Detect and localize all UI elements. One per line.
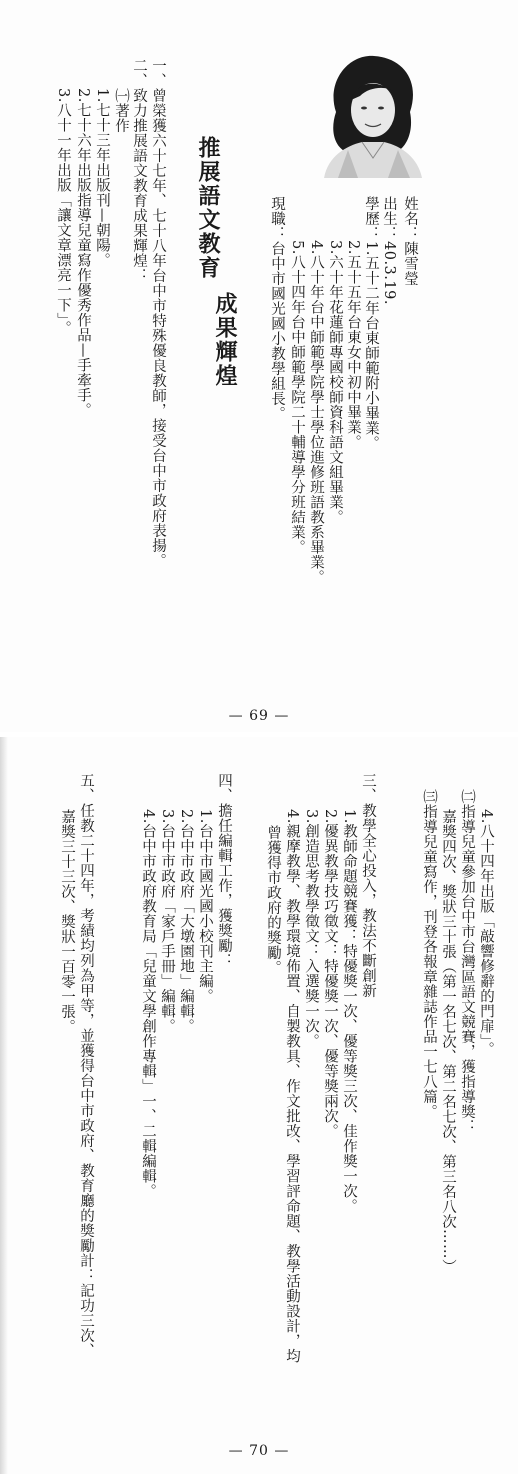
section-3-item-3: 3.創造思考教學徵文：入選獎一次。: [303, 809, 319, 1049]
section-4-item-3: 3.台中市政府「家戶手冊」編輯。: [159, 809, 175, 1034]
page-69: [0, 0, 518, 732]
section-5-heading: 五、任教二十四年，考績均列為甲等，並獲得台中市政府、教育廳的獎勵計：記功三次、: [78, 773, 94, 1358]
section-3-heading: 三、教學全心投入，教法不斷創新: [360, 773, 376, 998]
scan-edge-shadow: [0, 737, 8, 1474]
item-2-sub-2: 2.七十六年出版指導兒童寫作優秀作品—手牽手。: [75, 88, 91, 418]
section-3-item-1: 1.教師命題競賽獲：特優獎一次、優等獎三次、佳作獎一次。: [341, 809, 357, 1214]
page-number: — 69 —: [228, 708, 290, 724]
book-item-4: 4.八十四年出版「敲響修辭的門扉」。: [478, 809, 494, 1057]
section-3-item-4-cont: 曾獲得市政府的獎勵。: [265, 825, 281, 975]
profile-education-3: 3.六十年花蓮師專國校師資科語文組畢業。: [327, 240, 343, 525]
item-2: 二、致力推展語文教育成果輝煌：: [131, 58, 147, 283]
section-4-item-2: 2.台中市政府「大墩園地」編輯。: [178, 809, 194, 1034]
portrait-photo: [318, 52, 424, 178]
section-3-item-2: 2.優異教學技巧徵文：特優獎一次、優等獎兩次。: [322, 809, 338, 1139]
profile-education-2: 2.五十五年台東女中初中畢業。: [345, 240, 361, 450]
profile-education-5: 5.八十四年台中師範學院二十輔導學分班結業。: [289, 240, 305, 555]
profile-birth: 出生：40.3.19.: [381, 196, 397, 305]
writing-published: ㈢指導兒童寫作，刊登各報章雜誌作品一七八篇。: [421, 789, 437, 1119]
section-4-heading: 四、擔任編輯工作，獲獎勵：: [216, 773, 232, 968]
guidance-award-heading: ㈡指導兒童參加台中市台灣區語文競賽，獲指導獎：: [459, 789, 475, 1134]
profile-name: 姓名：陳雪瑩: [402, 196, 418, 286]
article-subtitle: 成果輝煌: [212, 292, 238, 388]
section-4-item-4: 4.台中市政府教育局「兒童文學創作專輯」一、二輯編輯。: [140, 809, 156, 1199]
profile-position: 現職：台中市國光國小教學組長。: [269, 196, 285, 421]
item-2-sub-heading: ㈠著作: [113, 88, 129, 133]
section-5-cont: 嘉獎三十三次、獎狀一百零一張。: [59, 809, 75, 1034]
section-3-item-4: 4.親摩教學、教學環境佈置、自製教具、作文批改、學習評命題、教學活動設計，均: [284, 809, 300, 1364]
page-70: [0, 737, 518, 1474]
profile-education-1: 學歷：1.五十二年台東師範附小畢業。: [363, 196, 379, 451]
article-title: 推展語文教育: [195, 136, 221, 280]
item-2-sub-3: 3.八十一年出版「讓文章漂亮一下」。: [55, 88, 71, 336]
item-2-sub-1: 1.七十三年出版刊—朝陽。: [94, 88, 110, 268]
profile-education-4: 4.八十年台中師範學院學士學位進修班語教系畢業。: [308, 240, 324, 585]
section-4-item-1: 1.台中市國光國小校刊主編。: [197, 809, 213, 1004]
guidance-award-detail: 嘉獎四次、獎狀三十張（第一名七次、第二名七次、第三名八次……）: [440, 809, 456, 1274]
page-number: — 70 —: [228, 1443, 290, 1459]
item-1: 一、曾榮獲六十七年、七十八年台中市特殊優良教師，接受台中市政府表揚。: [150, 58, 166, 568]
